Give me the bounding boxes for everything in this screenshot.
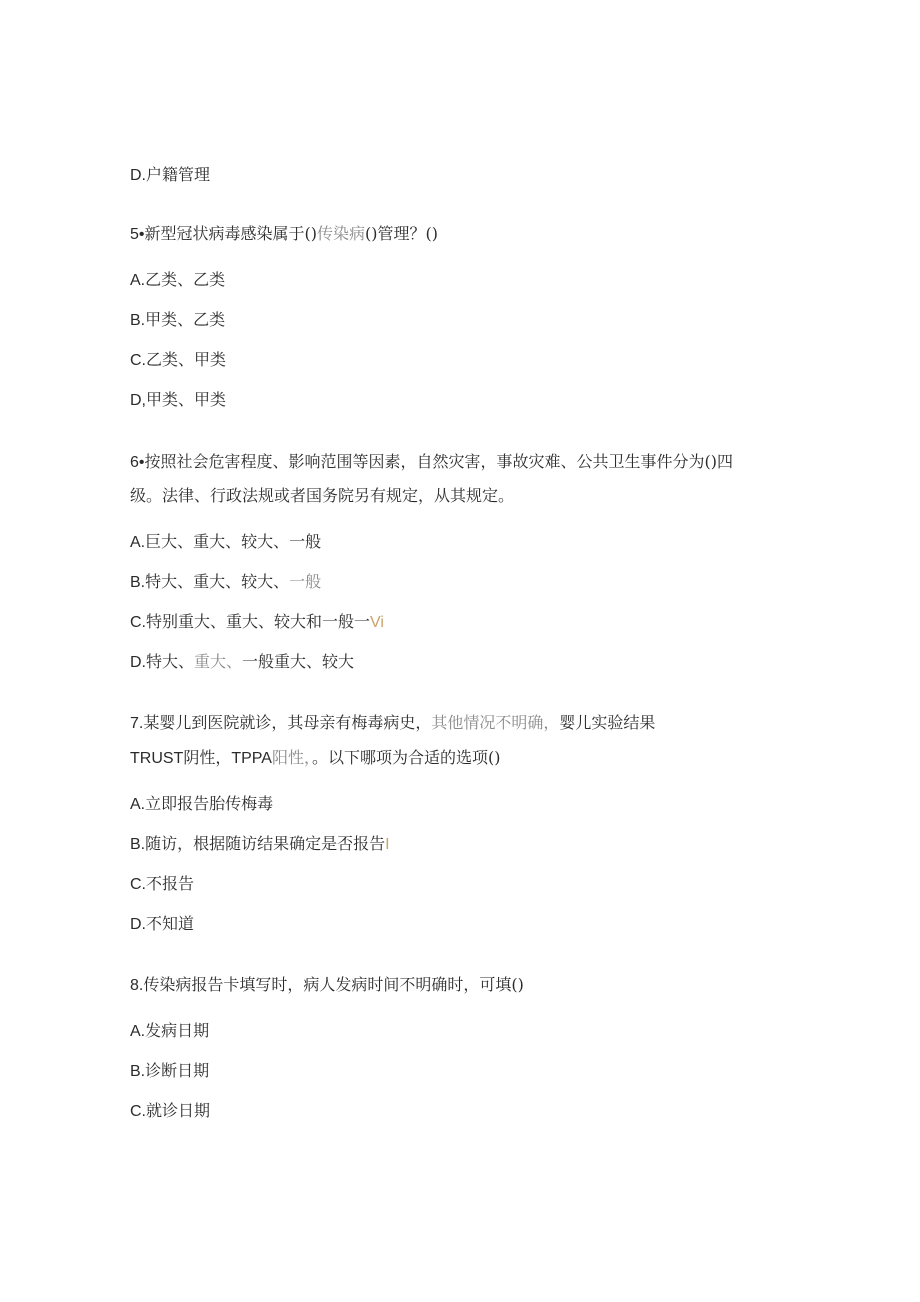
question-7-line-1: 7.某婴儿到医院就诊，其母亲有梅毒病史，其他情况不明确，婴儿实验结果	[130, 713, 656, 732]
q7-option-b: B.随访，根据随访结果确定是否报告I	[130, 834, 390, 853]
question-6-line-2: 级。法律、行政法规或者国务院另有规定，从其规定。	[130, 486, 515, 505]
q6-option-b: B.特大、重大、较大、一般	[130, 572, 322, 591]
q6-option-a: A.巨大、重大、较大、一般	[130, 532, 322, 551]
q8-option-a: A.发病日期	[130, 1021, 210, 1040]
q7-option-d: D.不知道	[130, 914, 195, 933]
question-5: 5•新型冠状病毒感染属于()传染病()管理？()	[130, 224, 438, 243]
q5-option-a: A.乙类、乙类	[130, 270, 226, 289]
q5-option-d: D,甲类、甲类	[130, 390, 227, 409]
q7-option-c: C.不报告	[130, 874, 195, 893]
question-8: 8.传染病报告卡填写时，病人发病时间不明确时，可填()	[130, 975, 524, 994]
q6-option-c: C.特别重大、重大、较大和一般一Vi	[130, 612, 384, 631]
q6-option-d: D.特大、重大、一般重大、较大	[130, 652, 355, 671]
q8-option-b: B.诊断日期	[130, 1061, 210, 1080]
q5-option-b: B.甲类、乙类	[130, 310, 226, 329]
q8-option-c: C.就诊日期	[130, 1101, 211, 1120]
q7-option-a: A.立即报告胎传梅毒	[130, 794, 274, 813]
q5-option-c: C.乙类、甲类	[130, 350, 227, 369]
option-d-prev: D.户籍管理	[130, 165, 211, 184]
question-6-line-1: 6•按照社会危害程度、影响范围等因素，自然灾害，事故灾难、公共卫生事件分为()四	[130, 452, 733, 471]
question-7-line-2: TRUST阴性，TPPA阳性，。以下哪项为合适的选项()	[130, 748, 501, 767]
